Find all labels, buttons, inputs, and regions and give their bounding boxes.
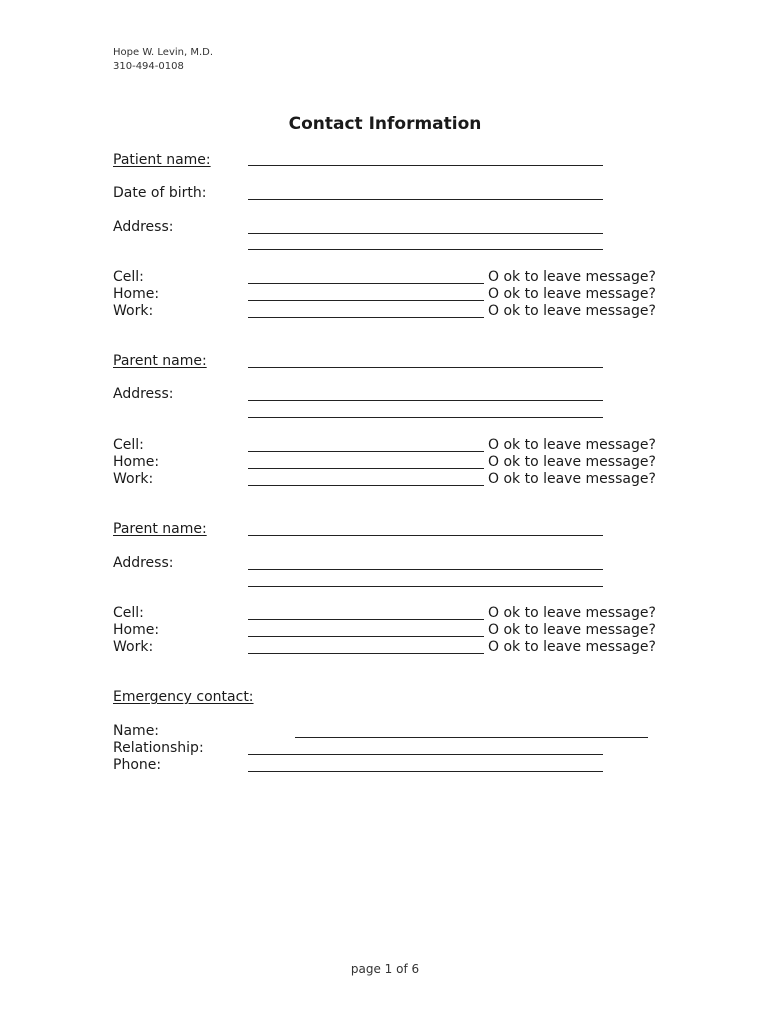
patient-address-field-2[interactable] (248, 249, 603, 250)
patient-home-message-option[interactable]: O ok to leave message? (488, 286, 656, 302)
emergency-contact-heading: Emergency contact: (113, 689, 254, 705)
patient-cell-label: Cell: (113, 269, 144, 285)
parent1-address-field-2[interactable] (248, 417, 603, 418)
parent2-cell-message-option[interactable]: O ok to leave message? (488, 605, 656, 621)
parent2-address-field-2[interactable] (248, 586, 603, 587)
patient-name-field[interactable] (248, 165, 603, 166)
parent2-home-field[interactable] (248, 636, 484, 637)
patient-home-field[interactable] (248, 300, 484, 301)
emergency-relationship-field[interactable] (248, 754, 603, 755)
patient-name-label: Patient name: (113, 152, 211, 168)
parent2-home-message-option[interactable]: O ok to leave message? (488, 622, 656, 638)
dob-label: Date of birth: (113, 185, 207, 201)
emergency-name-field[interactable] (295, 737, 648, 738)
doctor-phone: 310-494-0108 (113, 61, 184, 72)
page-number: page 1 of 6 (350, 962, 420, 976)
parent2-name-field[interactable] (248, 535, 603, 536)
parent2-home-label: Home: (113, 622, 160, 638)
parent2-address-field-1[interactable] (248, 569, 603, 570)
parent1-cell-message-option[interactable]: O ok to leave message? (488, 437, 656, 453)
doctor-name: Hope W. Levin, M.D. (113, 47, 214, 58)
emergency-phone-label: Phone: (113, 757, 162, 773)
patient-work-label: Work: (113, 303, 154, 319)
parent2-address-label: Address: (113, 555, 174, 571)
parent2-work-field[interactable] (248, 653, 484, 654)
parent1-cell-label: Cell: (113, 437, 144, 453)
parent2-name-label: Parent name: (113, 521, 207, 537)
parent1-cell-field[interactable] (248, 451, 484, 452)
patient-cell-message-option[interactable]: O ok to leave message? (488, 269, 656, 285)
patient-address-label: Address: (113, 219, 174, 235)
emergency-phone-field[interactable] (248, 771, 603, 772)
emergency-relationship-label: Relationship: (113, 740, 204, 756)
parent1-home-message-option[interactable]: O ok to leave message? (488, 454, 656, 470)
practice-header (113, 46, 213, 74)
patient-cell-field[interactable] (248, 283, 484, 284)
parent2-work-label: Work: (113, 639, 154, 655)
dob-field[interactable] (248, 199, 603, 200)
parent1-work-message-option[interactable]: O ok to leave message? (488, 471, 656, 487)
parent1-home-field[interactable] (248, 468, 484, 469)
parent2-cell-field[interactable] (248, 619, 484, 620)
parent2-work-message-option[interactable]: O ok to leave message? (488, 639, 656, 655)
parent1-address-label: Address: (113, 386, 174, 402)
patient-home-label: Home: (113, 286, 160, 302)
parent1-name-field[interactable] (248, 367, 603, 368)
parent2-cell-label: Cell: (113, 605, 144, 621)
emergency-name-label: Name: (113, 723, 160, 739)
parent1-address-field-1[interactable] (248, 400, 603, 401)
parent1-work-label: Work: (113, 471, 154, 487)
page-title: Contact Information (288, 114, 482, 134)
parent1-home-label: Home: (113, 454, 160, 470)
parent1-name-label: Parent name: (113, 353, 207, 369)
parent1-work-field[interactable] (248, 485, 484, 486)
patient-work-message-option[interactable]: O ok to leave message? (488, 303, 656, 319)
patient-work-field[interactable] (248, 317, 484, 318)
patient-address-field-1[interactable] (248, 233, 603, 234)
